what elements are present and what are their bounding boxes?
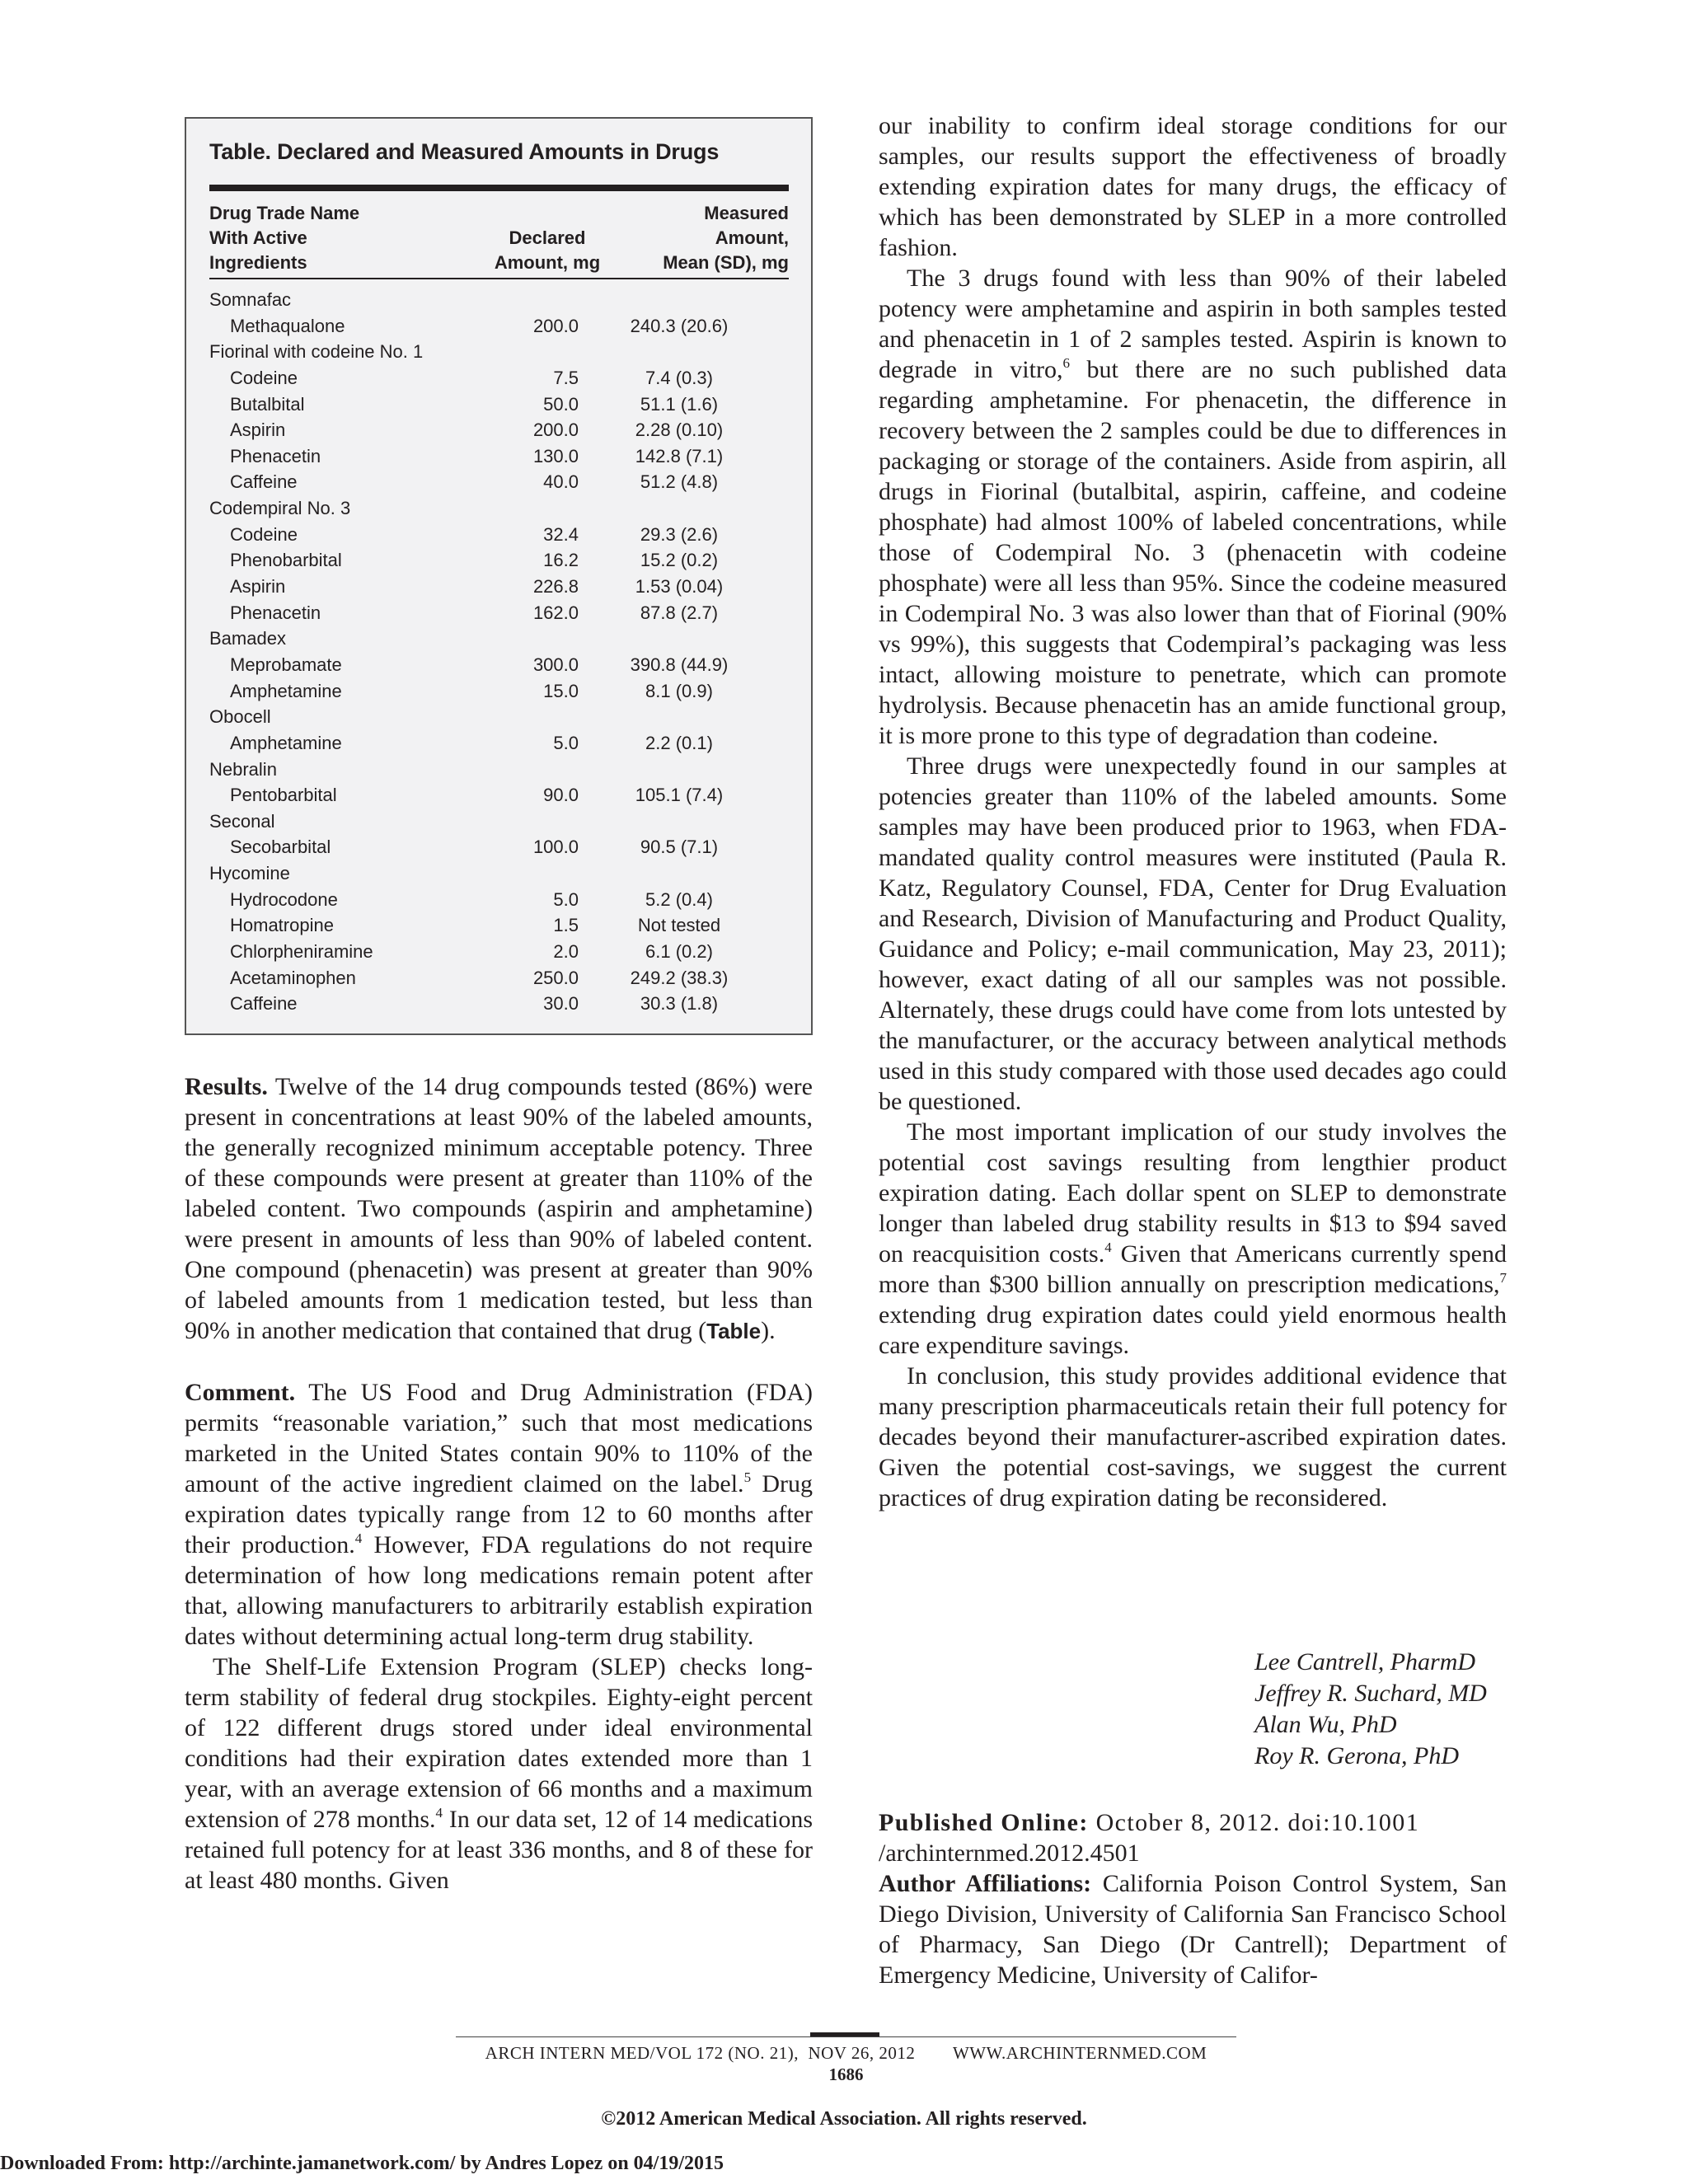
cell-measured: 1.53 (0.04) [635, 576, 724, 598]
cell-name: Meprobamate [230, 654, 342, 675]
cell-declared: 130.0 [532, 445, 579, 466]
cell-measured: 6.1 (0.2) [645, 941, 713, 963]
cell-declared: 200.0 [532, 419, 579, 441]
cell-measured: 51.2 (4.8) [640, 471, 719, 493]
cell-declared: 250.0 [532, 967, 579, 988]
cell-name: Bamadex [209, 628, 286, 649]
page-number: 1686 [828, 2064, 864, 2084]
table-header-rule [209, 278, 789, 279]
cell-name: Amphetamine [230, 680, 342, 701]
cell-declared: 15.0 [543, 680, 579, 701]
cell-measured: 90.5 (7.1) [640, 837, 719, 858]
cell-measured: 390.8 (44.9) [630, 654, 729, 675]
cell-measured: 7.4 (0.3) [645, 367, 713, 388]
author-name: Alan Wu, PhD [1254, 1711, 1397, 1738]
cell-declared: 32.4 [543, 523, 579, 545]
cell-declared: 16.2 [543, 550, 579, 571]
cell-measured: 240.3 (20.6) [630, 315, 729, 336]
reference-4: 4 [1104, 1240, 1112, 1255]
cell-name: Pentobarbital [230, 785, 337, 806]
comment-heading: Comment. [185, 1379, 296, 1406]
body-paragraph-4: The most important implication of our study involves the potential cost savings resulting from lengthier product expiration dating. Each dollar spent on SLEP to demonstrate longer than labeled drug stability results in $13 to $94 saved on reacquisition costs.$^4$ Given that Americans currently spend more than $300 billion annually on prescription medications,$^7$ extending drug expiration dates could yield enormous health care expenditure savings. [879, 1118, 1507, 1359]
reference-4: 4 [354, 1530, 363, 1546]
cell-measured: 2.28 (0.10) [635, 419, 724, 441]
left-column [185, 1071, 813, 1896]
ingredient-row [209, 469, 789, 495]
ingredient-row [209, 887, 789, 913]
cell-name: Hycomine [209, 863, 290, 884]
cell-name: Methaqualone [230, 315, 345, 336]
cell-measured: 105.1 (7.4) [635, 785, 724, 806]
publication-info [879, 1807, 1507, 1990]
cell-measured: 29.3 (2.6) [640, 523, 719, 545]
header-measured: Measured Amount, Mean (SD), mg [663, 203, 789, 273]
ingredient-row [209, 417, 789, 443]
drug-group-row [209, 287, 789, 313]
cell-name: Amphetamine [230, 732, 342, 753]
drug-group-row [209, 757, 789, 783]
doi-continuation: /archinternmed.2012.4501 [879, 1840, 1140, 1867]
drug-group-row [209, 860, 789, 887]
cell-name: Codeine [230, 367, 298, 388]
cell-declared: 40.0 [543, 471, 579, 493]
cell-name: Caffeine [230, 471, 298, 493]
header-drug-name: Drug Trade Name With Active Ingredients [209, 203, 360, 273]
cell-name: Chlorpheniramine [230, 941, 373, 963]
cell-declared: 30.0 [543, 993, 579, 1015]
cell-measured: Not tested [637, 915, 721, 936]
cell-declared: 226.8 [532, 576, 579, 598]
cell-name: Phenobarbital [230, 550, 342, 571]
cell-measured: 51.1 (1.6) [640, 393, 719, 415]
cell-measured: 142.8 (7.1) [635, 445, 724, 466]
cell-measured: 249.2 (38.3) [630, 967, 729, 988]
ingredient-row [209, 939, 789, 965]
cell-declared: 2.0 [553, 941, 579, 963]
cell-declared: 100.0 [532, 837, 579, 858]
cell-name: Secobarbital [230, 837, 331, 858]
cell-name: Aspirin [230, 419, 286, 441]
author-affiliations: Author Affiliations: California Poison Control System, San Diego Division, University of California San Francisco School of Pharmacy, San Diego (Dr Cantrell); Department of Emergency Medicine, University of Califor- [879, 1870, 1507, 1989]
cell-measured: 87.8 (2.7) [640, 602, 719, 623]
drug-group-row [209, 704, 789, 730]
cell-name: Homatropine [230, 915, 334, 936]
cell-name: Codempiral No. 3 [209, 498, 351, 519]
cell-measured: 30.3 (1.8) [640, 993, 719, 1015]
ingredient-row [209, 965, 789, 991]
copyright: ©2012 American Medical Association. All rights reserved. [601, 2108, 1087, 2130]
drug-group-row [209, 339, 789, 365]
cell-name: Butalbital [230, 393, 305, 415]
right-column [879, 110, 1507, 1513]
conclusion-paragraph: In conclusion, this study provides additional evidence that many prescription pharmaceuticals retain their full potency for decades beyond their manufacturer-ascribed expiration dates. Given the potential cost-savings, we suggest the current practices of drug expiration dating be reconsidered. [879, 1362, 1507, 1511]
body-paragraph-2: The 3 drugs found with less than 90% of their labeled potency were amphetamine and aspirin in both samples tested and phenacetin in 1 of 2 samples tested. Aspirin is known to degrade in vitro,$^6$ but there are no such published data regarding amphetamine. For phenacetin, the difference in recovery between the 2 samples could be due to differences in packaging or storage of the containers. Aside from aspirin, all drugs in Fiorinal (butalbital, aspirin, caffeine, and codeine phosphate) had almost 100% of labeled concentrations, while those of Codempiral No. 3 (phenacetin with codeine phosphate) were all less than 95%. Since the codeine measured in Codempiral No. 3 was also lower than that of Fiorinal (90% vs 99%), this suggests that Codempiral’s packaging was less intact, allowing moisture to penetrate, which can promote hydrolysis. Because phenacetin has an amide functional group, it is more prone to this type of degradation than codeine. [879, 265, 1507, 749]
author-name: Roy R. Gerona, PhD [1254, 1742, 1459, 1769]
table-reference-link[interactable]: Table [706, 1319, 762, 1343]
reference-7: 7 [1499, 1270, 1507, 1286]
cell-name: Phenacetin [230, 602, 321, 623]
drug-group-row [209, 808, 789, 835]
table-title: Table. Declared and Measured Amounts in Drugs [209, 139, 720, 164]
cell-name: Codeine [230, 523, 298, 545]
cell-name: Aspirin [230, 576, 286, 598]
reference-4: 4 [435, 1805, 443, 1821]
slep-paragraph: The Shelf-Life Extension Program (SLEP) checks long-term stability of federal drug stockpiles. Eighty-eight percent of 122 different drugs stored under ideal environmental conditions had their expiration dates extended more than 1 year, with an average extension of 66 months and a maximum extension of 278 months.$^4$ In our data set, 12 of 14 medications retained full potency for at least 336 months, and 8 of these for at least 480 months. Given [185, 1653, 813, 1894]
author-name: Jeffrey R. Suchard, MD [1254, 1680, 1487, 1707]
reference-5: 5 [743, 1469, 752, 1485]
ingredient-row [209, 391, 789, 418]
drug-table [185, 117, 813, 1035]
author-signatures [1254, 1647, 1487, 1772]
cell-measured: 15.2 (0.2) [640, 550, 719, 571]
ingredient-row [209, 834, 789, 860]
body-paragraph-3: Three drugs were unexpectedly found in our samples at potencies greater than 110% of the labeled amounts. Some samples may have been produced prior to 1963, when FDA-mandated quality control measures were instituted (Paula R. Katz, Regulatory Counsel, FDA, Center for Drug Evaluation and Research, Division of Manufacturing and Product Quality, Guidance and Policy; e-mail communication, May 23, 2011); however, exact dating of all our samples was not possible. Alternately, these drugs could have come from lots untested by the manufacturer, or the accuracy between analytical methods used in this study compared with those used decades ago could be questioned. [879, 752, 1507, 1115]
cell-declared: 90.0 [543, 785, 579, 806]
ingredient-row [209, 678, 789, 705]
results-paragraph: Results. Twelve of the 14 drug compounds tested (86%) were present in concentrations at least 90% of the labeled amounts, the generally recognized minimum acceptable potency. Three of these compounds were present at greater than 110% of the labeled content. Two compounds (aspirin and amphetamine) were present in amounts of less than 90% of labeled content. One compound (phenacetin) was present at greater than 90% of labeled amounts from 1 medication tested, but less than 90% in another medication that contained that drug (Table). [185, 1073, 813, 1344]
table-header [209, 201, 789, 275]
journal-citation: ARCH INTERN MED/VOL 172 (NO. 21), NOV 26, 2012 WWW.ARCHINTERNMED.COM [485, 2043, 1207, 2063]
cell-name: Fiorinal with codeine No. 1 [209, 341, 424, 363]
ingredient-row [209, 574, 789, 600]
comment-paragraph: Comment. The US Food and Drug Administration (FDA) permits “reasonable variation,” such that most medications marketed in the United States contain 90% to 110% of the amount of the active ingredient claimed on the label.$^5$ Drug expiration dates typically range from 12 to 60 months after their production.$^4$ However, FDA regulations do not require determination of how long medications remain potent after that, allowing manufacturers to arbitrarily establish expiration dates without determining actual long-term drug stability. [185, 1379, 814, 1650]
author-name: Lee Cantrell, PharmD [1254, 1648, 1476, 1675]
cell-declared: 1.5 [553, 915, 579, 936]
ingredient-row [209, 522, 789, 548]
download-notice: Downloaded From: http://archinte.jamanetwork.com/ by Andres Lopez on 04/19/2015 [0, 2153, 724, 2174]
header-declared: Declared Amount, mg [494, 227, 601, 273]
cell-declared: 200.0 [532, 315, 579, 336]
body-paragraph-1: our inability to confirm ideal storage conditions for our samples, our results support the effectiveness of broadly extending expiration dates for many drugs, the efficacy of which has been demonstrated by SLEP in a more controlled fashion. [879, 112, 1507, 261]
ingredient-row [209, 652, 789, 678]
cell-measured: 5.2 (0.4) [645, 888, 713, 910]
cell-measured: 2.2 (0.1) [645, 732, 713, 753]
cell-name: Acetaminophen [230, 967, 356, 988]
ingredient-row [209, 912, 789, 939]
cell-name: Hydrocodone [230, 888, 338, 910]
cell-declared: 5.0 [553, 732, 579, 753]
cell-measured: 8.1 (0.9) [645, 680, 713, 701]
cell-declared: 300.0 [532, 654, 579, 675]
ingredient-row [209, 991, 789, 1017]
cell-name: Phenacetin [230, 445, 321, 466]
drug-group-row [209, 626, 789, 652]
cell-name: Seconal [209, 810, 275, 832]
ingredient-row [209, 730, 789, 757]
ingredient-row [209, 547, 789, 574]
table-top-rule [209, 185, 789, 191]
drug-group-row [209, 495, 789, 522]
cell-name: Obocell [209, 706, 271, 728]
reference-6: 6 [1062, 355, 1070, 371]
ingredient-row [209, 365, 789, 391]
cell-declared: 50.0 [543, 393, 579, 415]
cell-declared: 5.0 [553, 888, 579, 910]
cell-declared: 162.0 [532, 602, 579, 623]
cell-name: Somnafac [209, 289, 292, 310]
ingredient-row [209, 600, 789, 626]
cell-name: Caffeine [230, 993, 298, 1015]
cell-declared: 7.5 [553, 367, 579, 388]
cell-name: Nebralin [209, 758, 277, 780]
doi: October 8, 2012. doi:10.1001 [1088, 1809, 1420, 1836]
results-heading: Results. [185, 1073, 268, 1100]
ingredient-row [209, 782, 789, 808]
published-online: Published Online: October 8, 2012. doi:10.1001 [879, 1809, 1420, 1836]
ingredient-row [209, 313, 789, 340]
table-body [209, 287, 789, 1017]
footer-rule [456, 2036, 1236, 2037]
ingredient-row [209, 443, 789, 470]
